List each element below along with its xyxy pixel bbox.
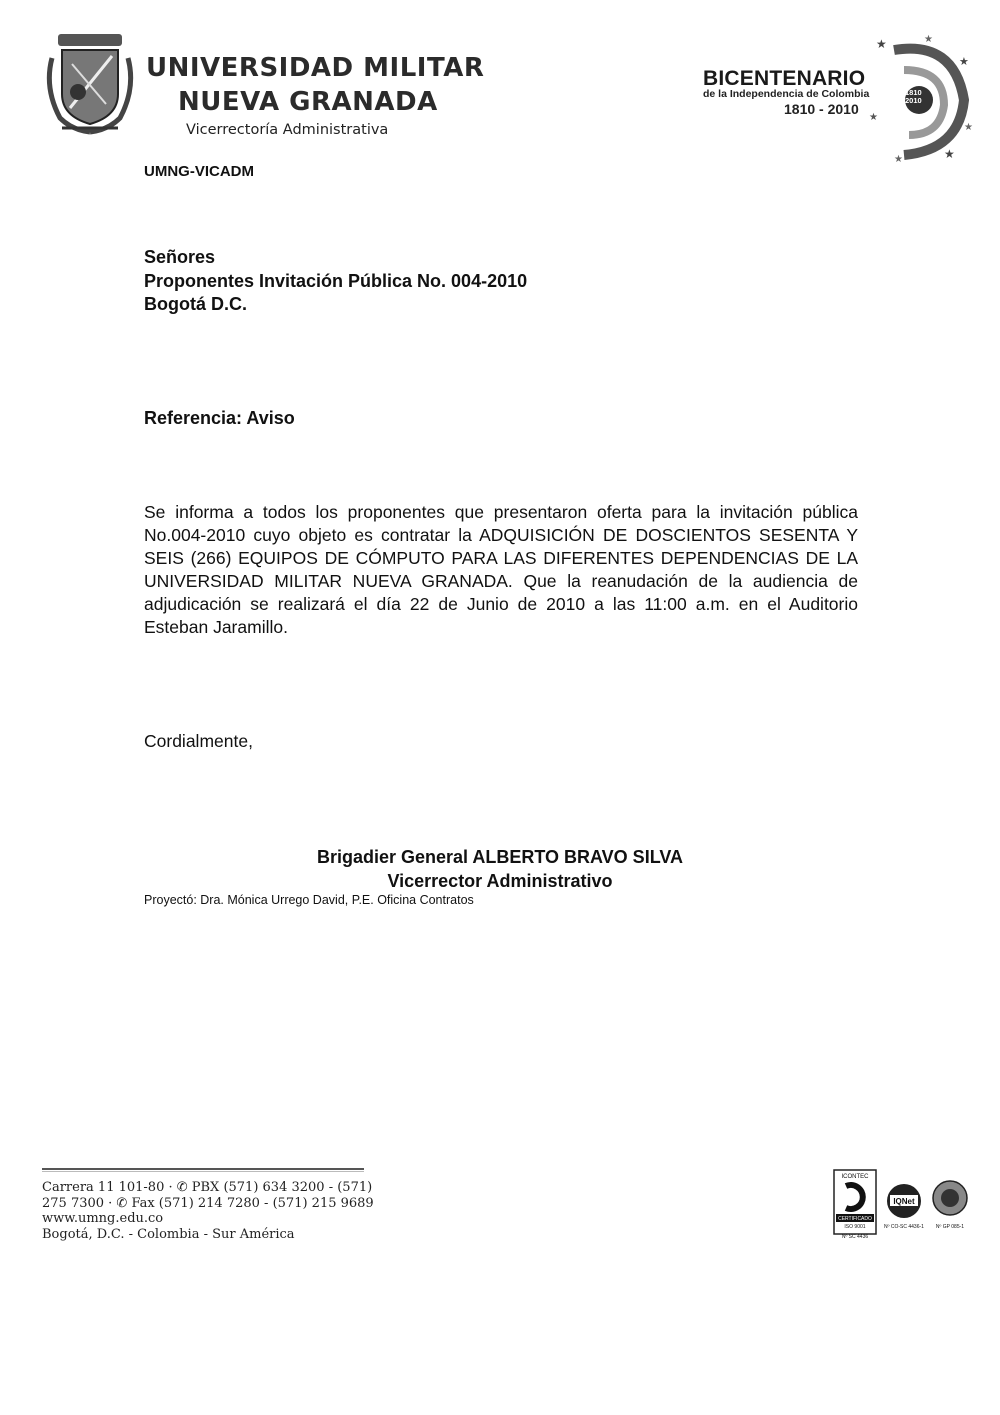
bicentenario-subtitle: de la Independencia de Colombia [703, 88, 870, 100]
cert-sc-number: Nº SC 4436 [841, 1234, 869, 1240]
signer-title: Vicerrector Administrativo [387, 870, 613, 891]
addressee-line: Proponentes Invitación Pública No. 004-2010 [144, 270, 528, 291]
bicentenario-badge [905, 89, 922, 105]
closing: Cordialmente, [144, 731, 253, 751]
footer-address-line: Carrera 11 101-80 · ✆ PBX (571) 634 3200 - (571) [42, 1180, 373, 1195]
footer-divider [42, 1168, 364, 1170]
department-name: Vicerrectoría Administrativa [186, 122, 389, 138]
signature-block [144, 846, 856, 893]
footer-divider-shadow [42, 1171, 364, 1172]
cert-iso-label: ISO 9001 [844, 1224, 866, 1230]
university-name-line1: UNIVERSIDAD MILITAR [146, 53, 485, 83]
addressee-line: Bogotá D.C. [144, 294, 247, 314]
cert-gp-number: Nº GP 085-1 [935, 1224, 965, 1230]
svg-text:★: ★ [944, 147, 955, 161]
cert-certified-label: CERTIFICADO [838, 1216, 872, 1222]
bicentenario-badge-bottom: 2010 [905, 96, 922, 105]
bicentenario-badge-top: 1810 [905, 88, 922, 97]
svg-text:★: ★ [959, 56, 969, 68]
footer-address [42, 1180, 374, 1242]
cert-co-number: Nº CO-SC 4436-1 [884, 1224, 924, 1230]
university-name-line2: NUEVA GRANADA [178, 87, 438, 117]
addressee-block [144, 246, 527, 317]
addressee-line: Señores [144, 247, 216, 267]
svg-text:★: ★ [924, 34, 933, 45]
certification-logos [832, 1168, 972, 1240]
footer-address-line: www.umng.edu.co [42, 1211, 164, 1226]
svg-text:★: ★ [894, 154, 903, 165]
cert-icontec-label: ICONTEC [841, 1174, 869, 1180]
svg-text:★: ★ [876, 37, 887, 51]
bicentenario-title: BICENTENARIO [703, 67, 866, 90]
signer-name: Brigadier General ALBERTO BRAVO SILVA [316, 847, 684, 867]
svg-text:★: ★ [964, 122, 973, 133]
bicentenario-years: 1810 - 2010 [784, 101, 859, 117]
body-paragraph: Se informa a todos los proponentes que presentaron oferta para la invitación pública No.004-2010 cuyo objeto es contratar la ADQUISICIÓN DE DOSCIENTOS SESENTA Y SEIS (266) EQUIPOS DE CÓMPUTO PARA LAS DIFERENTES DEPENDENCIAS DE LA UNIVERSIDAD MILITAR NUEVA GRANADA. Que la reanudación de la audiencia de adjudicación se realizará el día 22 de Junio de 2010 a las 11:00 a.m. en el Auditorio Esteban Jaramillo. [144, 502, 858, 637]
svg-text:IQNet: IQNet [893, 1197, 915, 1206]
reference-code: UMNG-VICADM [144, 163, 254, 180]
svg-text:★: ★ [869, 112, 878, 123]
footer-address-line: 275 7300 · ✆ Fax (571) 214 7280 - (571) 215 9689 [42, 1195, 374, 1211]
drafted-by: Proyectó: Dra. Mónica Urrego David, P.E. Oficina Contratos [144, 893, 474, 907]
university-crest-logo [42, 28, 138, 138]
footer-address-line: Bogotá, D.C. - Colombia - Sur América [42, 1226, 295, 1242]
subject-line: Referencia: Aviso [144, 408, 295, 428]
